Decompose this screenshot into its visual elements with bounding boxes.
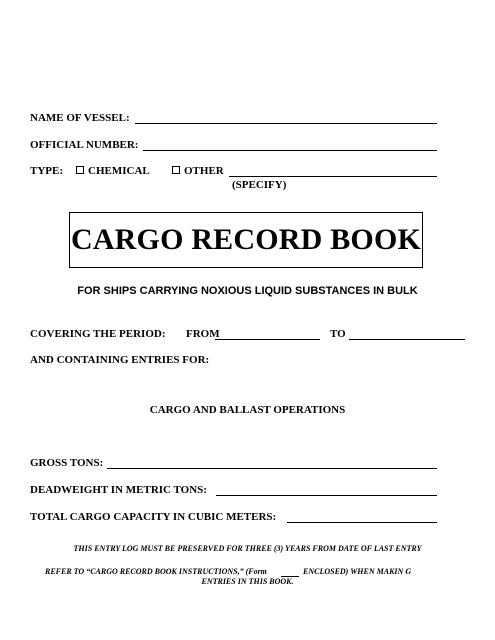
to-date-field[interactable] — [349, 339, 465, 340]
instructions-note-part3: ENTRIES IN THIS BOOK. — [201, 577, 294, 586]
subtitle: FOR SHIPS CARRYING NOXIOUS LIQUID SUBSTANCES IN BULK — [77, 285, 418, 297]
title-box — [69, 212, 423, 268]
type-chemical-option[interactable] — [76, 165, 150, 177]
official-number-field[interactable] — [143, 150, 437, 151]
chemical-checkbox[interactable] — [76, 166, 84, 174]
covering-period-label: COVERING THE PERIOD: — [30, 328, 166, 340]
official-number-label: OFFICIAL NUMBER: — [30, 139, 139, 151]
to-label: TO — [330, 328, 346, 340]
operations-label: CARGO AND BALLAST OPERATIONS — [149, 404, 346, 416]
instructions-note-part2: ENCLOSED) WHEN MAKIN G — [303, 567, 412, 576]
specify-label: (SPECIFY) — [232, 179, 287, 191]
vessel-name-field[interactable] — [135, 123, 437, 124]
from-label: FROM — [186, 328, 220, 340]
document-title: CARGO RECORD BOOK — [70, 223, 422, 256]
cargo-capacity-label: TOTAL CARGO CAPACITY IN CUBIC METERS: — [30, 511, 277, 523]
type-other-option[interactable] — [172, 165, 224, 177]
cargo-capacity-field[interactable] — [287, 522, 437, 523]
deadweight-label: DEADWEIGHT IN METRIC TONS: — [30, 484, 207, 496]
other-specify-field[interactable] — [229, 176, 437, 177]
other-checkbox[interactable] — [172, 166, 180, 174]
vessel-name-label: NAME OF VESSEL: — [30, 112, 130, 124]
gross-tons-label: GROSS TONS: — [30, 457, 104, 469]
preservation-note: THIS ENTRY LOG MUST BE PRESERVED FOR THREE (3) YEARS FROM DATE OF LAST ENTRY — [73, 544, 422, 553]
type-label: TYPE: — [30, 165, 63, 177]
from-date-field[interactable] — [215, 339, 320, 340]
other-label: OTHER — [184, 165, 224, 177]
containing-entries-label: AND CONTAINING ENTRIES FOR: — [30, 354, 210, 366]
deadweight-field[interactable] — [216, 495, 437, 496]
gross-tons-field[interactable] — [107, 468, 437, 469]
instructions-note-part1: REFER TO “CARGO RECORD BOOK INSTRUCTIONS,” (Form — [45, 567, 267, 576]
chemical-label: CHEMICAL — [88, 165, 150, 177]
